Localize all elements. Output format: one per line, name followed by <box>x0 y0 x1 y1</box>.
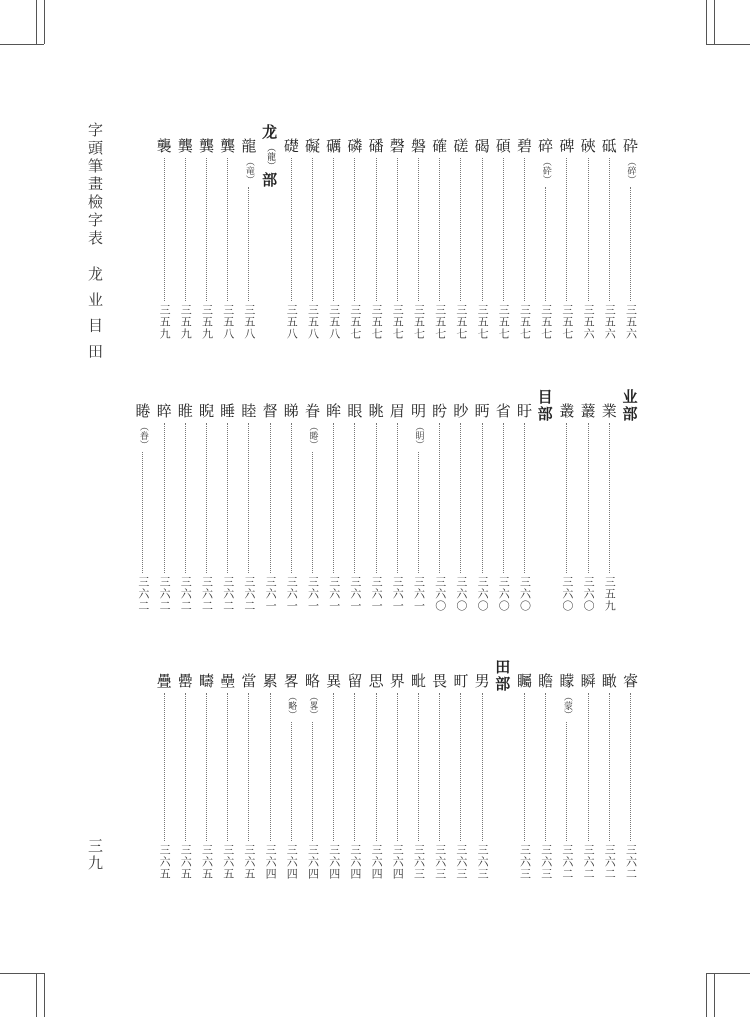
entry-character: 碩 <box>495 137 511 155</box>
dot-leader <box>354 693 355 841</box>
entry-page: 三六四 <box>327 844 341 880</box>
index-entry <box>281 673 302 880</box>
index-entry <box>238 673 259 880</box>
dot-leader <box>248 693 249 841</box>
index-entry <box>344 673 365 880</box>
entry-character: 碑 <box>559 137 575 155</box>
radical-suffix: 部 <box>495 675 511 693</box>
entry-character: 睿 <box>622 672 638 690</box>
entry-page: 三六〇 <box>497 576 511 612</box>
entry-character: 襲 <box>156 137 172 155</box>
entry-page: 三六一 <box>327 576 341 612</box>
entry-variant: （略） <box>286 692 297 719</box>
entry-character: 省 <box>495 402 511 420</box>
entry-character: 礎 <box>283 137 299 155</box>
entry-character: 睇 <box>283 402 299 420</box>
entry-character: 磷 <box>347 137 363 155</box>
entry-variant: （畧） <box>307 692 318 719</box>
entry-page: 三五七 <box>518 304 532 340</box>
entry-page: 三五九 <box>179 304 193 340</box>
entry-character: 矇 <box>559 672 575 690</box>
entry-page: 三五九 <box>603 576 617 612</box>
dot-leader <box>630 693 631 841</box>
entry-page: 三五七 <box>370 304 384 340</box>
entry-character: 留 <box>347 672 363 690</box>
entry-page: 三六三 <box>539 844 553 880</box>
dot-leader <box>164 693 165 841</box>
index-entry <box>472 673 493 880</box>
dot-leader <box>376 693 377 841</box>
index-entry <box>366 673 387 880</box>
entry-character: 睦 <box>241 402 257 420</box>
dot-leader <box>312 722 313 841</box>
entry-page: 三五七 <box>412 304 426 340</box>
index-entry <box>535 673 556 880</box>
index-entry <box>620 673 641 880</box>
entry-page: 三六四 <box>348 844 362 880</box>
dot-leader <box>439 693 440 841</box>
entry-page: 三五八 <box>306 304 320 340</box>
entry-character: 壘 <box>220 672 236 690</box>
entry-character: 矚 <box>516 672 532 690</box>
radical-suffix: 部 <box>262 171 278 189</box>
index-entry <box>556 673 577 880</box>
entry-character: 瞬 <box>580 672 596 690</box>
entry-character: 叢 <box>559 402 575 420</box>
radical-char: 田 <box>495 658 511 676</box>
entry-page: 三六二 <box>560 844 574 880</box>
entry-page: 三五八 <box>285 304 299 340</box>
entry-page: 三五九 <box>200 304 214 340</box>
entry-character: 眸 <box>326 402 342 420</box>
entry-page: 三六三 <box>454 844 468 880</box>
entry-character: 畧 <box>283 672 299 690</box>
entry-character: 磻 <box>368 137 384 155</box>
dot-leader <box>524 693 525 841</box>
dot-leader <box>333 693 334 841</box>
entry-character: 睠 <box>135 402 151 420</box>
entry-page: 三六三 <box>412 844 426 880</box>
entry-page: 三五六 <box>582 304 596 340</box>
entry-character: 眺 <box>368 402 384 420</box>
entry-page: 三六五 <box>200 844 214 880</box>
entry-character: 硤 <box>580 137 596 155</box>
entry-page: 三六〇 <box>582 576 596 612</box>
entry-page: 三六二 <box>624 844 638 880</box>
dot-leader <box>545 693 546 841</box>
dot-leader <box>566 722 567 841</box>
entry-character: 磋 <box>453 137 469 155</box>
entry-character: 碎 <box>538 137 554 155</box>
entry-page: 三六二 <box>158 576 172 612</box>
entry-page: 三五七 <box>391 304 405 340</box>
index-entry <box>217 673 238 880</box>
index-entry <box>429 673 450 880</box>
entry-character: 龍 <box>241 137 257 155</box>
index-entry <box>154 673 175 880</box>
entry-character: 睨 <box>198 402 214 420</box>
entry-page: 三五七 <box>433 304 447 340</box>
entry-page: 三六一 <box>306 576 320 612</box>
entry-character: 眄 <box>474 402 490 420</box>
entry-character: 眇 <box>453 402 469 420</box>
entry-character: 礪 <box>326 137 342 155</box>
entry-page: 三五八 <box>327 304 341 340</box>
entry-character: 盱 <box>516 402 532 420</box>
entry-page: 三六四 <box>306 844 320 880</box>
entry-character: 督 <box>262 402 278 420</box>
entry-page: 三六五 <box>179 844 193 880</box>
entry-character: 畏 <box>432 672 448 690</box>
dot-leader <box>482 693 483 841</box>
radical-char: 龙 <box>262 123 278 141</box>
entry-page: 三六〇 <box>454 576 468 612</box>
entry-variant: （睠） <box>307 422 318 449</box>
entry-character: 碧 <box>516 137 532 155</box>
entry-page: 三六〇 <box>476 576 490 612</box>
index-entry <box>578 673 599 880</box>
entry-page: 三六五 <box>158 844 172 880</box>
dot-leader <box>291 722 292 841</box>
entry-character: 業 <box>601 402 617 420</box>
entry-page: 三六三 <box>433 844 447 880</box>
entry-page: 三六四 <box>391 844 405 880</box>
entry-page: 三五九 <box>158 304 172 340</box>
entry-page: 三六〇 <box>560 576 574 612</box>
entry-character: 砥 <box>601 137 617 155</box>
entry-character: 異 <box>326 672 342 690</box>
dot-leader <box>418 693 419 841</box>
index-entry <box>260 673 281 880</box>
entry-character: 睢 <box>177 402 193 420</box>
page-number: 三九 <box>86 838 104 872</box>
entry-character: 磬 <box>389 137 405 155</box>
entry-character: 睡 <box>220 402 236 420</box>
entry-variant: （眀） <box>413 422 424 449</box>
entry-page: 三六三 <box>518 844 532 880</box>
entry-page: 三六四 <box>264 844 278 880</box>
entry-page: 三六一 <box>370 576 384 612</box>
entry-character: 龔 <box>198 137 214 155</box>
entry-character: 眉 <box>389 402 405 420</box>
entry-page: 三六二 <box>136 576 150 612</box>
entry-variant: （竜） <box>243 157 254 184</box>
entry-character: 町 <box>453 672 469 690</box>
entry-character: 睟 <box>156 402 172 420</box>
entry-character: 男 <box>474 672 490 690</box>
radical-char: 业 <box>622 388 638 406</box>
entry-page: 三五七 <box>539 304 553 340</box>
entry-character: 礙 <box>304 137 320 155</box>
entry-page: 三六一 <box>391 576 405 612</box>
entry-character: 眷 <box>304 402 320 420</box>
radical-char: 目 <box>537 388 553 406</box>
entry-page: 三六二 <box>179 576 193 612</box>
entry-character: 砕 <box>622 137 638 155</box>
entry-variant: （碎） <box>625 157 636 184</box>
entry-page: 三六二 <box>200 576 214 612</box>
radical-header <box>493 659 513 693</box>
entry-page: 三五八 <box>242 304 256 340</box>
entry-character: 䕺 <box>580 402 596 420</box>
entry-character: 龔 <box>177 137 193 155</box>
index-entry <box>408 673 429 880</box>
entry-page: 三六四 <box>285 844 299 880</box>
radical-variant: （龍） <box>265 143 276 170</box>
entry-page: 三五六 <box>624 304 638 340</box>
entry-page: 三六二 <box>582 844 596 880</box>
entry-page: 三五七 <box>560 304 574 340</box>
entry-variant: （砕） <box>540 157 551 184</box>
index-entry <box>175 673 196 880</box>
entry-page: 三六一 <box>264 576 278 612</box>
entry-character: 毗 <box>410 672 426 690</box>
dot-leader <box>397 693 398 841</box>
entry-variant: （眷） <box>137 422 148 449</box>
entry-page: 三六二 <box>221 576 235 612</box>
dot-leader <box>588 693 589 841</box>
index-entry <box>323 673 344 880</box>
entry-character: 疊 <box>156 672 172 690</box>
entry-character: 瞻 <box>538 672 554 690</box>
entry-variant: （蒙） <box>561 692 572 719</box>
entry-page: 三六〇 <box>518 576 532 612</box>
entry-page: 三五八 <box>221 304 235 340</box>
dot-leader <box>270 693 271 841</box>
index-entry <box>302 673 323 880</box>
entry-page: 三六一 <box>285 576 299 612</box>
dot-leader <box>460 693 461 841</box>
entry-character: 界 <box>389 672 405 690</box>
index-entry <box>196 673 217 880</box>
entry-character: 當 <box>241 672 257 690</box>
entry-character: 確 <box>432 137 448 155</box>
entry-character: 瞰 <box>601 672 617 690</box>
entry-page: 三六三 <box>476 844 490 880</box>
entry-character: 疇 <box>198 672 214 690</box>
index-entry <box>599 673 620 880</box>
entry-character: 碣 <box>474 137 490 155</box>
dot-leader <box>227 693 228 841</box>
entry-page: 三六五 <box>242 844 256 880</box>
entry-page: 三五七 <box>476 304 490 340</box>
entry-character: 思 <box>368 672 384 690</box>
entry-character: 明 <box>410 402 426 420</box>
dot-leader <box>206 693 207 841</box>
entry-page: 三六〇 <box>433 576 447 612</box>
entry-character: 眼 <box>347 402 363 420</box>
radical-suffix: 部 <box>537 405 553 423</box>
entry-character: 磐 <box>410 137 426 155</box>
entry-character: 略 <box>304 672 320 690</box>
entry-page: 三六一 <box>348 576 362 612</box>
entry-page: 三六四 <box>370 844 384 880</box>
index-entry <box>514 673 535 880</box>
entry-page: 三五七 <box>497 304 511 340</box>
index-entry <box>450 673 471 880</box>
entry-page: 三六二 <box>242 576 256 612</box>
dot-leader <box>185 693 186 841</box>
entry-page: 三五六 <box>603 304 617 340</box>
entry-character: 龔 <box>220 137 236 155</box>
dot-leader <box>609 693 610 841</box>
entry-character: 盻 <box>432 402 448 420</box>
entry-page: 三五七 <box>348 304 362 340</box>
running-head: 字頭筆畫檢字表 龙 业 目 田 <box>86 122 104 362</box>
radical-suffix: 部 <box>622 405 638 423</box>
entry-page: 三六二 <box>603 844 617 880</box>
index-entry <box>387 673 408 880</box>
entry-character: 罍 <box>177 672 193 690</box>
entry-page: 三五七 <box>454 304 468 340</box>
entry-page: 三六五 <box>221 844 235 880</box>
entry-page: 三六一 <box>412 576 426 612</box>
entry-character: 累 <box>262 672 278 690</box>
